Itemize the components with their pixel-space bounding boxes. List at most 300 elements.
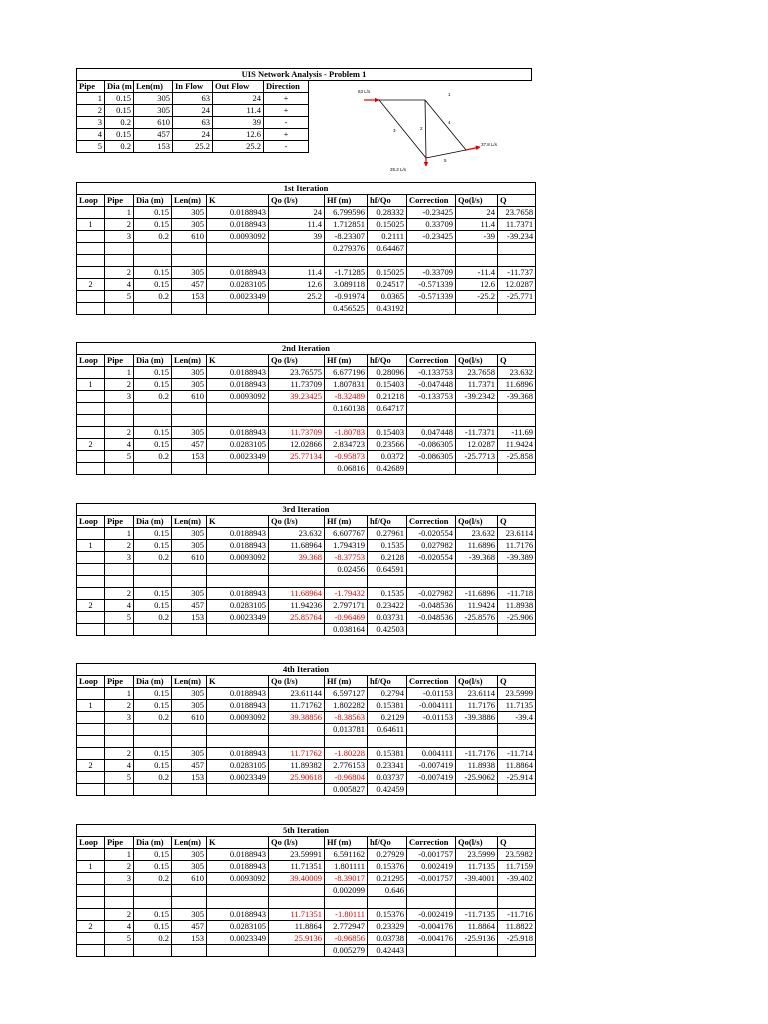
empty-cell	[325, 576, 368, 588]
cell: 0.23341	[368, 760, 407, 772]
empty-cell	[134, 736, 172, 748]
table-row	[77, 267, 536, 279]
table-row	[77, 588, 536, 600]
cell: -11.7135	[456, 909, 498, 921]
cell: 0.15	[134, 528, 172, 540]
empty-cell	[77, 945, 105, 957]
cell: -39.4	[498, 712, 536, 724]
empty-cell	[456, 897, 498, 909]
empty-cell	[134, 243, 172, 255]
header-cell: Q	[498, 355, 536, 367]
table-row	[77, 379, 536, 391]
cell: 11.9424	[456, 600, 498, 612]
cell: 305	[172, 748, 207, 760]
cell: 0.21295	[368, 873, 407, 885]
cell: 1	[105, 528, 134, 540]
cell: 0.27961	[368, 528, 407, 540]
cell: 1.794319	[325, 540, 368, 552]
cell: 4	[105, 600, 134, 612]
empty-cell	[407, 415, 456, 427]
cell: 11.8938	[456, 760, 498, 772]
header-cell: Qo (l/s)	[269, 355, 325, 367]
cell: 3	[105, 873, 134, 885]
cell: 12.02866	[269, 439, 325, 451]
empty-cell	[498, 736, 536, 748]
cell: 24	[173, 105, 213, 117]
cell: -11.7371	[456, 427, 498, 439]
empty-cell	[77, 255, 105, 267]
header-cell: Correction	[407, 516, 456, 528]
table-row	[77, 748, 536, 760]
cell: -39.389	[498, 552, 536, 564]
cell: 0.0093092	[207, 712, 269, 724]
cell: 3.089118	[325, 279, 368, 291]
cell: 0.23566	[368, 439, 407, 451]
header-cell: Pipe	[105, 195, 134, 207]
cell: 0.2	[134, 772, 172, 784]
header-cell: Qo(l/s)	[456, 837, 498, 849]
cell: -11.718	[498, 588, 536, 600]
cell: 24	[456, 207, 498, 219]
cell: 23.632	[498, 367, 536, 379]
header-cell: Correction	[407, 355, 456, 367]
table-row	[77, 451, 536, 463]
cell: 610	[172, 391, 207, 403]
loop-cell	[77, 772, 105, 784]
cell: 23.5999	[456, 849, 498, 861]
cell: -0.002419	[407, 909, 456, 921]
empty-cell	[368, 415, 407, 427]
cell: -0.007419	[407, 760, 456, 772]
empty-cell	[105, 243, 134, 255]
cell: 0.0188943	[207, 909, 269, 921]
header-cell: Out Flow	[213, 81, 264, 93]
pipe-label-5: 5	[444, 158, 447, 163]
cell: -0.001757	[407, 873, 456, 885]
cell: 5	[105, 612, 134, 624]
sum-ratio: 0.42503	[368, 624, 407, 636]
header-cell: Dia (m)	[134, 676, 172, 688]
cell: -39	[456, 231, 498, 243]
empty-cell	[269, 303, 325, 315]
cell: -1.79432	[325, 588, 368, 600]
iteration-table	[76, 342, 536, 475]
cell: 1.712851	[325, 219, 368, 231]
empty-cell	[134, 564, 172, 576]
cell: 0.2	[134, 933, 172, 945]
cell: -39.3886	[456, 712, 498, 724]
cell: -25.8576	[456, 612, 498, 624]
cell: 11.4	[213, 105, 264, 117]
empty-cell	[134, 945, 172, 957]
loop-cell: 1	[77, 700, 105, 712]
empty-cell	[77, 303, 105, 315]
empty-cell	[105, 736, 134, 748]
cell: -0.020554	[407, 552, 456, 564]
cell: 0.15025	[368, 219, 407, 231]
cell: 0.15	[105, 129, 134, 141]
header-cell: Loop	[77, 355, 105, 367]
cell: 0.0188943	[207, 748, 269, 760]
empty-cell	[456, 885, 498, 897]
cell: 0.0188943	[207, 588, 269, 600]
cell: 11.7176	[456, 700, 498, 712]
cell: -8.39017	[325, 873, 368, 885]
empty-cell	[269, 255, 325, 267]
header-cell: K	[207, 516, 269, 528]
empty-cell	[456, 564, 498, 576]
header-cell: K	[207, 355, 269, 367]
empty-cell	[134, 897, 172, 909]
cell: -0.048536	[407, 612, 456, 624]
empty-cell	[207, 945, 269, 957]
cell: 23.5999	[498, 688, 536, 700]
cell: -0.004176	[407, 933, 456, 945]
cell: 0.1535	[368, 540, 407, 552]
cell: -0.33709	[407, 267, 456, 279]
cell: -39.368	[498, 391, 536, 403]
sum-ratio: 0.64611	[368, 724, 407, 736]
header-cell: Direction	[264, 81, 309, 93]
header-cell: Pipe	[105, 837, 134, 849]
cell: 153	[172, 291, 207, 303]
cell: 0.0188943	[207, 379, 269, 391]
empty-cell	[498, 403, 536, 415]
empty-cell	[269, 415, 325, 427]
outflow-bottom-label: 25.2 L/s	[390, 167, 407, 172]
cell: 0.15376	[368, 909, 407, 921]
cell: 0.15	[134, 279, 172, 291]
cell: 457	[172, 921, 207, 933]
empty-cell	[172, 403, 207, 415]
empty-cell	[269, 945, 325, 957]
cell: 0.2129	[368, 712, 407, 724]
empty-cell	[172, 303, 207, 315]
empty-cell	[134, 403, 172, 415]
table-row	[77, 909, 536, 921]
cell: -1.80111	[325, 909, 368, 921]
cell: -0.047448	[407, 379, 456, 391]
cell: 1	[77, 93, 105, 105]
empty-cell	[456, 784, 498, 796]
cell: 24	[173, 129, 213, 141]
cell: 11.7135	[456, 861, 498, 873]
sum-hf: 0.279376	[325, 243, 368, 255]
empty-cell	[456, 255, 498, 267]
header-cell: Pipe	[105, 355, 134, 367]
cell: -11.716	[498, 909, 536, 921]
header-cell: Hf (m)	[325, 516, 368, 528]
cell: -25.9136	[456, 933, 498, 945]
pipe-network-diagram	[350, 80, 500, 180]
header-cell: Qo(l/s)	[456, 676, 498, 688]
header-cell: Q	[498, 516, 536, 528]
table-row	[77, 367, 536, 379]
loop-cell	[77, 267, 105, 279]
cell: 11.4	[269, 219, 325, 231]
sum-ratio: 0.64591	[368, 564, 407, 576]
cell: 0.2128	[368, 552, 407, 564]
loop-cell	[77, 612, 105, 624]
cell: 3	[77, 117, 105, 129]
empty-cell	[498, 576, 536, 588]
cell: 5	[105, 933, 134, 945]
header-cell: Dia (m)	[134, 355, 172, 367]
cell: 25.2	[213, 141, 264, 153]
empty-cell	[325, 736, 368, 748]
loop-cell	[77, 688, 105, 700]
sum-row	[77, 724, 536, 736]
empty-cell	[407, 243, 456, 255]
empty-cell	[105, 403, 134, 415]
cell: 0.2	[134, 712, 172, 724]
cell: 12.6	[213, 129, 264, 141]
empty-cell	[77, 576, 105, 588]
empty-cell	[172, 724, 207, 736]
empty-cell	[77, 724, 105, 736]
empty-cell	[498, 243, 536, 255]
loop-cell	[77, 231, 105, 243]
cell: 1	[105, 367, 134, 379]
cell: 3	[105, 552, 134, 564]
cell: +	[264, 93, 309, 105]
cell: 23.632	[456, 528, 498, 540]
cell: 0.0023349	[207, 772, 269, 784]
cell: 11.73709	[269, 427, 325, 439]
empty-cell	[105, 724, 134, 736]
cell: -11.69	[498, 427, 536, 439]
cell: 0.15	[134, 540, 172, 552]
cell: 0.15403	[368, 379, 407, 391]
cell: 6.607767	[325, 528, 368, 540]
cell: 0.15376	[368, 861, 407, 873]
cell: 0.2	[134, 231, 172, 243]
cell: -0.01153	[407, 688, 456, 700]
iteration-title: 4th Iteration	[77, 664, 536, 676]
empty-cell	[407, 885, 456, 897]
sum-ratio: 0.646	[368, 885, 407, 897]
iteration-title: 1st Iteration	[77, 183, 536, 195]
cell: 1	[105, 688, 134, 700]
cell: -0.133753	[407, 367, 456, 379]
sum-hf: 0.06816	[325, 463, 368, 475]
header-cell: Pipe	[77, 81, 105, 93]
empty-cell	[325, 415, 368, 427]
cell: 3	[105, 231, 134, 243]
empty-cell	[407, 303, 456, 315]
header-cell: Len(m)	[134, 81, 173, 93]
loop-cell: 2	[77, 279, 105, 291]
cell: 25.90618	[269, 772, 325, 784]
sum-row	[77, 784, 536, 796]
header-cell: Correction	[407, 195, 456, 207]
pipe-2	[425, 100, 426, 158]
cell: 23.6114	[456, 688, 498, 700]
sum-row	[77, 945, 536, 957]
cell: 0.004111	[407, 748, 456, 760]
cell: 5	[105, 291, 134, 303]
cell: 12.6	[456, 279, 498, 291]
loop-cell	[77, 391, 105, 403]
empty-cell	[207, 724, 269, 736]
empty-cell	[105, 564, 134, 576]
cell: 153	[172, 612, 207, 624]
cell: 153	[134, 141, 173, 153]
empty-cell	[77, 243, 105, 255]
cell: 610	[172, 552, 207, 564]
empty-cell	[269, 724, 325, 736]
empty-cell	[269, 403, 325, 415]
cell: 0.2794	[368, 688, 407, 700]
cell: 0.15381	[368, 700, 407, 712]
cell: 305	[172, 909, 207, 921]
empty-cell	[498, 945, 536, 957]
header-cell: Qo (l/s)	[269, 837, 325, 849]
cell: 457	[172, 760, 207, 772]
empty-cell	[134, 724, 172, 736]
cell: 6.597127	[325, 688, 368, 700]
empty-cell	[172, 255, 207, 267]
cell: 2	[105, 588, 134, 600]
table-row	[77, 231, 536, 243]
cell: 0.03737	[368, 772, 407, 784]
header-cell: Len(m)	[172, 355, 207, 367]
empty-cell	[207, 885, 269, 897]
table-row	[77, 688, 536, 700]
empty-cell	[368, 736, 407, 748]
iteration-title: 5th Iteration	[77, 825, 536, 837]
cell: 0.15	[134, 267, 172, 279]
loop-cell: 1	[77, 379, 105, 391]
header-cell: Qo (l/s)	[269, 516, 325, 528]
cell: 0.047448	[407, 427, 456, 439]
empty-cell	[407, 564, 456, 576]
cell: 11.7176	[498, 540, 536, 552]
empty-cell	[456, 415, 498, 427]
empty-cell	[325, 255, 368, 267]
cell: 11.71762	[269, 748, 325, 760]
cell: 0.0188943	[207, 861, 269, 873]
cell: 457	[172, 439, 207, 451]
header-cell: Correction	[407, 837, 456, 849]
loop-cell: 1	[77, 861, 105, 873]
header-cell: Q	[498, 195, 536, 207]
cell: 0.0365	[368, 291, 407, 303]
table-row	[77, 528, 536, 540]
cell: 2	[105, 909, 134, 921]
table-row	[77, 849, 536, 861]
sum-ratio: 0.42443	[368, 945, 407, 957]
cell: 0.2	[134, 552, 172, 564]
cell: 0.15	[134, 588, 172, 600]
empty-cell	[172, 243, 207, 255]
cell: 305	[172, 540, 207, 552]
empty-cell	[456, 403, 498, 415]
empty-cell	[207, 403, 269, 415]
empty-cell	[407, 724, 456, 736]
cell: 23.76575	[269, 367, 325, 379]
cell: +	[264, 129, 309, 141]
sum-ratio: 0.64717	[368, 403, 407, 415]
header-cell: Loop	[77, 195, 105, 207]
cell: 11.73709	[269, 379, 325, 391]
empty-cell	[269, 885, 325, 897]
pipe-3	[379, 100, 426, 158]
cell: 11.8864	[269, 921, 325, 933]
cell: 2	[105, 540, 134, 552]
cell: 305	[172, 427, 207, 439]
empty-cell	[456, 736, 498, 748]
cell: 0.15	[105, 105, 134, 117]
pipe-label-2: 2	[420, 126, 423, 131]
cell: 11.7159	[498, 861, 536, 873]
table-row	[77, 873, 536, 885]
header-cell: Loop	[77, 837, 105, 849]
empty-cell	[77, 784, 105, 796]
loop-cell	[77, 528, 105, 540]
iteration-title: 2nd Iteration	[77, 343, 536, 355]
cell: 6.677196	[325, 367, 368, 379]
cell: 0.2	[134, 291, 172, 303]
empty-cell	[269, 463, 325, 475]
empty-cell	[207, 243, 269, 255]
cell: 0.0093092	[207, 552, 269, 564]
cell: 0.0188943	[207, 219, 269, 231]
empty-cell	[456, 624, 498, 636]
loop-cell	[77, 451, 105, 463]
cell: 39.23425	[269, 391, 325, 403]
empty-cell	[456, 243, 498, 255]
sum-hf: 0.456525	[325, 303, 368, 315]
empty-cell	[498, 255, 536, 267]
table-row	[77, 552, 536, 564]
empty-cell	[105, 303, 134, 315]
cell: 0.002419	[407, 861, 456, 873]
cell: -39.402	[498, 873, 536, 885]
cell: 0.15	[134, 207, 172, 219]
empty-cell	[134, 303, 172, 315]
empty-cell	[105, 897, 134, 909]
cell: -0.007419	[407, 772, 456, 784]
cell: 0.2111	[368, 231, 407, 243]
cell: 2.776153	[325, 760, 368, 772]
sum-hf: 0.038164	[325, 624, 368, 636]
cell: -1.71285	[325, 267, 368, 279]
cell: 0.15	[134, 439, 172, 451]
cell: 0.27929	[368, 849, 407, 861]
problem-title: UIS Network Analysis - Problem 1	[77, 69, 532, 81]
cell: 23.7658	[498, 207, 536, 219]
cell: 0.0188943	[207, 207, 269, 219]
cell: 63	[173, 93, 213, 105]
cell: 39.40009	[269, 873, 325, 885]
cell: 0.0188943	[207, 688, 269, 700]
sum-ratio: 0.43192	[368, 303, 407, 315]
empty-cell	[134, 576, 172, 588]
sum-row	[77, 564, 536, 576]
cell: 0.15	[134, 219, 172, 231]
cell: 4	[77, 129, 105, 141]
cell: 4	[105, 760, 134, 772]
loop-cell	[77, 909, 105, 921]
cell: 6.799596	[325, 207, 368, 219]
cell: 0.0188943	[207, 367, 269, 379]
cell: 0.15	[134, 700, 172, 712]
header-cell: Len(m)	[172, 837, 207, 849]
loop-cell: 1	[77, 540, 105, 552]
cell: -11.714	[498, 748, 536, 760]
cell: 11.71351	[269, 909, 325, 921]
